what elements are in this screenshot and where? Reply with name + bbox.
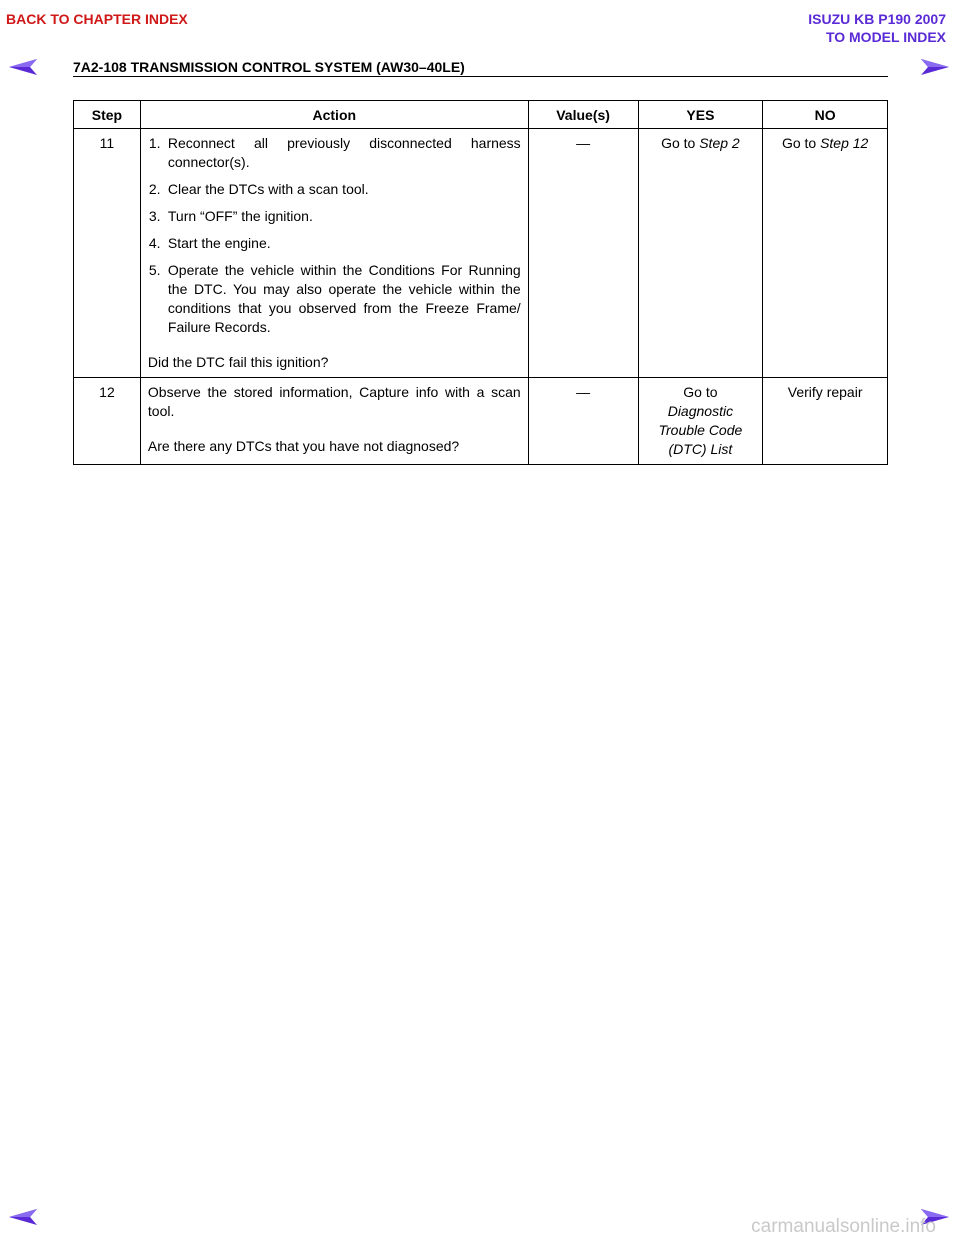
next-page-arrow-icon[interactable] — [920, 58, 950, 76]
action-step — [148, 207, 521, 226]
step-number: 12 — [74, 378, 141, 465]
action-step-number: 1. — [148, 135, 161, 151]
action-text: Observe the stored information, Capture info with a scan tool. — [147, 384, 521, 419]
dtc-list-link[interactable] — [646, 402, 756, 459]
step-number: 11 — [74, 129, 141, 378]
table-row — [74, 378, 888, 465]
action-step — [148, 234, 521, 253]
no-cell — [763, 129, 888, 378]
dtc-list-link-line: (DTC) List — [668, 441, 733, 457]
column-header-yes: YES — [638, 101, 763, 129]
action-step-number: 4. — [148, 235, 161, 251]
action-step-text: Clear the DTCs with a scan tool. — [167, 181, 369, 197]
site-watermark: carmanualsonline.info — [751, 1216, 936, 1237]
action-cell — [140, 378, 528, 465]
action-step-text: Reconnect all previously disconnected harness connector(s). — [167, 135, 521, 170]
action-question: Did the DTC fail this ignition? — [147, 354, 329, 370]
yes-cell — [638, 378, 763, 465]
action-question: Are there any DTCs that you have not diagnosed? — [147, 438, 460, 454]
no-cell: Verify repair — [763, 378, 888, 465]
action-step — [148, 134, 521, 172]
back-to-chapter-index-link[interactable]: BACK TO CHAPTER INDEX — [6, 11, 188, 27]
table-header-row — [74, 101, 888, 129]
yes-prefix: Go to — [661, 135, 700, 151]
model-title-link[interactable]: ISUZU KB P190 2007 — [808, 11, 946, 27]
column-header-action: Action — [140, 101, 528, 129]
dtc-list-link-line: Trouble Code — [658, 422, 743, 438]
action-step-list — [148, 134, 521, 337]
action-step-text: Turn “OFF” the ignition. — [167, 208, 313, 224]
table-row — [74, 129, 888, 378]
yes-step-link[interactable]: Step 2 — [699, 135, 740, 151]
value-cell: — — [528, 378, 638, 465]
column-header-values: Value(s) — [528, 101, 638, 129]
diagnostic-procedure-table — [73, 100, 888, 465]
action-step — [148, 261, 521, 337]
action-step-number: 5. — [148, 262, 161, 278]
previous-page-arrow-icon[interactable] — [8, 58, 38, 76]
column-header-step: Step — [74, 101, 141, 129]
value-cell: — — [528, 129, 638, 378]
action-step-number: 2. — [148, 181, 161, 197]
previous-page-arrow-icon[interactable] — [8, 1208, 38, 1226]
action-step-text: Operate the vehicle within the Conditions For Running the DTC. You may also operate the vehicle within the conditions that you observed from the Freeze Frame/ Failure Records. — [167, 262, 521, 335]
page-header-title: 7A2-108 TRANSMISSION CONTROL SYSTEM (AW30–40LE) — [73, 59, 465, 75]
action-step-text: Start the engine. — [167, 235, 271, 251]
header-rule — [73, 76, 888, 77]
action-step — [148, 180, 521, 199]
no-step-link[interactable]: Step 12 — [820, 135, 869, 151]
to-model-index-link[interactable]: TO MODEL INDEX — [825, 29, 946, 45]
action-step-number: 3. — [148, 208, 161, 224]
dtc-list-link-line: Diagnostic — [667, 403, 734, 419]
action-cell — [140, 129, 528, 378]
yes-cell — [638, 129, 763, 378]
yes-prefix: Go to — [683, 384, 718, 400]
column-header-no: NO — [763, 101, 888, 129]
no-prefix: Go to — [781, 135, 821, 151]
